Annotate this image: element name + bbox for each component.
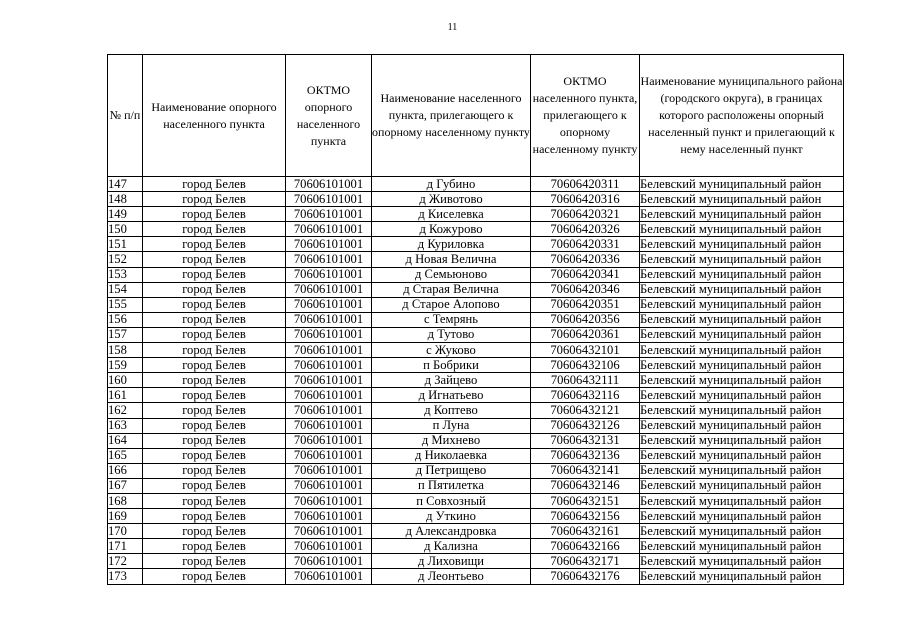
district-cell: Белевский муниципальный район	[640, 418, 844, 433]
table-row	[108, 297, 844, 312]
row-number-cell: 149	[108, 207, 143, 222]
core-oktmo-cell: 70606101001	[286, 177, 372, 192]
adjacent-settlement-cell: д Новая Велична	[372, 252, 531, 267]
core-settlement-cell: город Белев	[143, 448, 286, 463]
row-number-cell: 163	[108, 418, 143, 433]
adjacent-oktmo-cell: 70606420326	[531, 222, 640, 237]
page-number: 11	[447, 22, 458, 33]
row-number-cell: 168	[108, 493, 143, 508]
core-settlement-cell: город Белев	[143, 237, 286, 252]
adjacent-oktmo-cell: 70606420311	[531, 177, 640, 192]
district-cell: Белевский муниципальный район	[640, 373, 844, 388]
core-settlement-cell: город Белев	[143, 569, 286, 584]
district-cell: Белевский муниципальный район	[640, 252, 844, 267]
table-row	[108, 448, 844, 463]
core-oktmo-cell: 70606101001	[286, 569, 372, 584]
district-cell: Белевский муниципальный район	[640, 177, 844, 192]
row-number-cell: 166	[108, 463, 143, 478]
core-oktmo-cell: 70606101001	[286, 343, 372, 358]
row-number-cell: 152	[108, 252, 143, 267]
adjacent-oktmo-cell: 70606420356	[531, 312, 640, 327]
header-core-settlement: Наименование опорного населенного пункта	[143, 55, 286, 177]
district-cell: Белевский муниципальный район	[640, 509, 844, 524]
district-cell: Белевский муниципальный район	[640, 327, 844, 342]
core-oktmo-cell: 70606101001	[286, 252, 372, 267]
core-oktmo-cell: 70606101001	[286, 237, 372, 252]
district-cell: Белевский муниципальный район	[640, 448, 844, 463]
adjacent-oktmo-cell: 70606432176	[531, 569, 640, 584]
header-row-number: № п/п	[108, 55, 143, 177]
row-number-cell: 157	[108, 327, 143, 342]
core-settlement-cell: город Белев	[143, 478, 286, 493]
adjacent-settlement-cell: д Уткино	[372, 509, 531, 524]
core-settlement-cell: город Белев	[143, 388, 286, 403]
district-cell: Белевский муниципальный район	[640, 463, 844, 478]
core-settlement-cell: город Белев	[143, 554, 286, 569]
core-settlement-cell: город Белев	[143, 343, 286, 358]
adjacent-oktmo-cell: 70606432131	[531, 433, 640, 448]
district-cell: Белевский муниципальный район	[640, 493, 844, 508]
core-settlement-cell: город Белев	[143, 373, 286, 388]
core-settlement-cell: город Белев	[143, 418, 286, 433]
adjacent-settlement-cell: д Куриловка	[372, 237, 531, 252]
core-oktmo-cell: 70606101001	[286, 554, 372, 569]
core-settlement-cell: город Белев	[143, 282, 286, 297]
district-cell: Белевский муниципальный район	[640, 388, 844, 403]
adjacent-settlement-cell: д Кожурово	[372, 222, 531, 237]
table-row	[108, 388, 844, 403]
core-oktmo-cell: 70606101001	[286, 297, 372, 312]
row-number-cell: 148	[108, 192, 143, 207]
core-oktmo-cell: 70606101001	[286, 448, 372, 463]
adjacent-settlement-cell: д Тутово	[372, 327, 531, 342]
district-cell: Белевский муниципальный район	[640, 554, 844, 569]
core-settlement-cell: город Белев	[143, 433, 286, 448]
table-row	[108, 493, 844, 508]
district-cell: Белевский муниципальный район	[640, 403, 844, 418]
core-oktmo-cell: 70606101001	[286, 192, 372, 207]
adjacent-oktmo-cell: 70606420346	[531, 282, 640, 297]
core-settlement-cell: город Белев	[143, 509, 286, 524]
core-oktmo-cell: 70606101001	[286, 433, 372, 448]
table-row	[108, 463, 844, 478]
adjacent-settlement-cell: д Лиховищи	[372, 554, 531, 569]
table-row	[108, 358, 844, 373]
adjacent-settlement-cell: с Темрянь	[372, 312, 531, 327]
row-number-cell: 162	[108, 403, 143, 418]
row-number-cell: 154	[108, 282, 143, 297]
adjacent-oktmo-cell: 70606432141	[531, 463, 640, 478]
row-number-cell: 158	[108, 343, 143, 358]
core-oktmo-cell: 70606101001	[286, 373, 372, 388]
adjacent-settlement-cell: д Кализна	[372, 539, 531, 554]
core-oktmo-cell: 70606101001	[286, 222, 372, 237]
table-row	[108, 418, 844, 433]
table-row	[108, 267, 844, 282]
settlements-table	[107, 54, 844, 585]
row-number-cell: 147	[108, 177, 143, 192]
row-number-cell: 156	[108, 312, 143, 327]
table-row	[108, 403, 844, 418]
adjacent-oktmo-cell: 70606432106	[531, 358, 640, 373]
district-cell: Белевский муниципальный район	[640, 192, 844, 207]
district-cell: Белевский муниципальный район	[640, 433, 844, 448]
core-settlement-cell: город Белев	[143, 524, 286, 539]
adjacent-oktmo-cell: 70606432171	[531, 554, 640, 569]
adjacent-oktmo-cell: 70606420336	[531, 252, 640, 267]
row-number-cell: 151	[108, 237, 143, 252]
table-row	[108, 192, 844, 207]
row-number-cell: 171	[108, 539, 143, 554]
core-oktmo-cell: 70606101001	[286, 418, 372, 433]
header-adjacent-oktmo: ОКТМО населенного пункта, прилегающего к опорному населенному пункту	[531, 55, 640, 177]
table-row	[108, 524, 844, 539]
core-oktmo-cell: 70606101001	[286, 539, 372, 554]
core-oktmo-cell: 70606101001	[286, 478, 372, 493]
district-cell: Белевский муниципальный район	[640, 524, 844, 539]
district-cell: Белевский муниципальный район	[640, 312, 844, 327]
core-oktmo-cell: 70606101001	[286, 493, 372, 508]
table-row	[108, 327, 844, 342]
row-number-cell: 169	[108, 509, 143, 524]
header-adjacent-settlement: Наименование населенного пункта, прилегающего к опорному населенному пункту	[372, 55, 531, 177]
district-cell: Белевский муниципальный район	[640, 569, 844, 584]
adjacent-settlement-cell: д Александровка	[372, 524, 531, 539]
table-row	[108, 343, 844, 358]
table-row	[108, 312, 844, 327]
core-settlement-cell: город Белев	[143, 177, 286, 192]
adjacent-settlement-cell: п Луна	[372, 418, 531, 433]
table-row	[108, 554, 844, 569]
row-number-cell: 159	[108, 358, 143, 373]
core-oktmo-cell: 70606101001	[286, 358, 372, 373]
adjacent-oktmo-cell: 70606432111	[531, 373, 640, 388]
adjacent-oktmo-cell: 70606432161	[531, 524, 640, 539]
adjacent-settlement-cell: п Бобрики	[372, 358, 531, 373]
table-row	[108, 177, 844, 192]
core-settlement-cell: город Белев	[143, 222, 286, 237]
core-settlement-cell: город Белев	[143, 327, 286, 342]
adjacent-settlement-cell: д Животово	[372, 192, 531, 207]
adjacent-settlement-cell: д Семьюново	[372, 267, 531, 282]
row-number-cell: 155	[108, 297, 143, 312]
core-oktmo-cell: 70606101001	[286, 509, 372, 524]
adjacent-oktmo-cell: 70606432146	[531, 478, 640, 493]
adjacent-oktmo-cell: 70606432121	[531, 403, 640, 418]
row-number-cell: 160	[108, 373, 143, 388]
adjacent-settlement-cell: д Леонтьево	[372, 569, 531, 584]
adjacent-oktmo-cell: 70606432126	[531, 418, 640, 433]
adjacent-oktmo-cell: 70606432116	[531, 388, 640, 403]
table-row	[108, 509, 844, 524]
table-row	[108, 373, 844, 388]
adjacent-oktmo-cell: 70606420351	[531, 297, 640, 312]
adjacent-oktmo-cell: 70606420321	[531, 207, 640, 222]
table-row	[108, 539, 844, 554]
table-row	[108, 478, 844, 493]
district-cell: Белевский муниципальный район	[640, 478, 844, 493]
table-row	[108, 433, 844, 448]
district-cell: Белевский муниципальный район	[640, 222, 844, 237]
row-number-cell: 150	[108, 222, 143, 237]
adjacent-settlement-cell: д Губино	[372, 177, 531, 192]
row-number-cell: 161	[108, 388, 143, 403]
adjacent-settlement-cell: д Киселевка	[372, 207, 531, 222]
row-number-cell: 172	[108, 554, 143, 569]
row-number-cell: 170	[108, 524, 143, 539]
table-row	[108, 237, 844, 252]
adjacent-settlement-cell: д Старое Алопово	[372, 297, 531, 312]
adjacent-settlement-cell: д Игнатьево	[372, 388, 531, 403]
adjacent-settlement-cell: п Пятилетка	[372, 478, 531, 493]
adjacent-settlement-cell: д Старая Велична	[372, 282, 531, 297]
adjacent-settlement-cell: д Николаевка	[372, 448, 531, 463]
header-district: Наименование муниципального района (городского округа), в границах которого расположены опорный населенный пункт и прилегающий к нему населенный пункт	[640, 55, 844, 177]
core-oktmo-cell: 70606101001	[286, 524, 372, 539]
core-settlement-cell: город Белев	[143, 493, 286, 508]
district-cell: Белевский муниципальный район	[640, 267, 844, 282]
district-cell: Белевский муниципальный район	[640, 282, 844, 297]
core-oktmo-cell: 70606101001	[286, 282, 372, 297]
core-oktmo-cell: 70606101001	[286, 388, 372, 403]
core-settlement-cell: город Белев	[143, 207, 286, 222]
core-oktmo-cell: 70606101001	[286, 463, 372, 478]
core-settlement-cell: город Белев	[143, 312, 286, 327]
district-cell: Белевский муниципальный район	[640, 237, 844, 252]
core-oktmo-cell: 70606101001	[286, 267, 372, 282]
adjacent-oktmo-cell: 70606420331	[531, 237, 640, 252]
table-row	[108, 222, 844, 237]
core-settlement-cell: город Белев	[143, 192, 286, 207]
table-row	[108, 207, 844, 222]
row-number-cell: 164	[108, 433, 143, 448]
adjacent-settlement-cell: д Коптево	[372, 403, 531, 418]
adjacent-settlement-cell: д Зайцево	[372, 373, 531, 388]
adjacent-settlement-cell: п Совхозный	[372, 493, 531, 508]
core-settlement-cell: город Белев	[143, 539, 286, 554]
adjacent-oktmo-cell: 70606432136	[531, 448, 640, 463]
core-oktmo-cell: 70606101001	[286, 312, 372, 327]
adjacent-oktmo-cell: 70606420341	[531, 267, 640, 282]
core-settlement-cell: город Белев	[143, 252, 286, 267]
adjacent-settlement-cell: с Жуково	[372, 343, 531, 358]
core-settlement-cell: город Белев	[143, 358, 286, 373]
table-header-row	[108, 55, 844, 177]
adjacent-oktmo-cell: 70606420361	[531, 327, 640, 342]
adjacent-oktmo-cell: 70606432101	[531, 343, 640, 358]
table-row	[108, 282, 844, 297]
core-settlement-cell: город Белев	[143, 403, 286, 418]
core-settlement-cell: город Белев	[143, 267, 286, 282]
adjacent-settlement-cell: д Михнево	[372, 433, 531, 448]
adjacent-oktmo-cell: 70606432151	[531, 493, 640, 508]
district-cell: Белевский муниципальный район	[640, 539, 844, 554]
header-core-oktmo: ОКТМО опорного населенного пункта	[286, 55, 372, 177]
row-number-cell: 153	[108, 267, 143, 282]
district-cell: Белевский муниципальный район	[640, 297, 844, 312]
table-row	[108, 252, 844, 267]
row-number-cell: 173	[108, 569, 143, 584]
district-cell: Белевский муниципальный район	[640, 358, 844, 373]
core-settlement-cell: город Белев	[143, 297, 286, 312]
core-oktmo-cell: 70606101001	[286, 327, 372, 342]
district-cell: Белевский муниципальный район	[640, 207, 844, 222]
row-number-cell: 167	[108, 478, 143, 493]
row-number-cell: 165	[108, 448, 143, 463]
district-cell: Белевский муниципальный район	[640, 343, 844, 358]
core-oktmo-cell: 70606101001	[286, 403, 372, 418]
adjacent-oktmo-cell: 70606432166	[531, 539, 640, 554]
table-row	[108, 569, 844, 584]
core-settlement-cell: город Белев	[143, 463, 286, 478]
adjacent-oktmo-cell: 70606432156	[531, 509, 640, 524]
adjacent-settlement-cell: д Петрищево	[372, 463, 531, 478]
adjacent-oktmo-cell: 70606420316	[531, 192, 640, 207]
core-oktmo-cell: 70606101001	[286, 207, 372, 222]
